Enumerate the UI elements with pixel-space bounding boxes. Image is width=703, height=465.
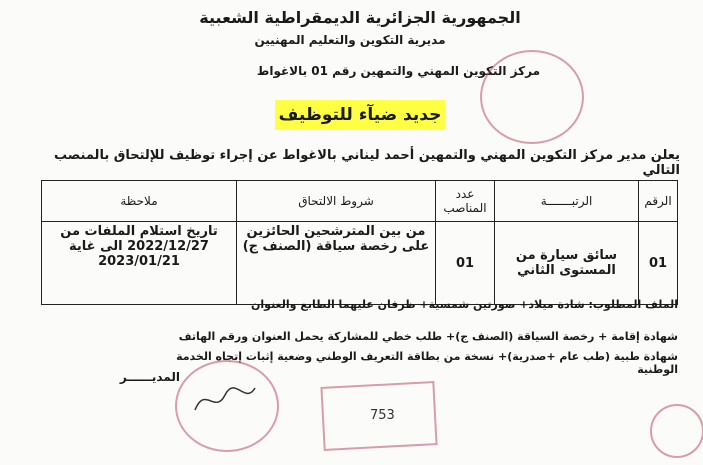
cell-rank: سائق سيارة من المستوى الثاني xyxy=(495,222,639,305)
header-conditions: شروط الالتحاق xyxy=(237,181,436,222)
header-rank: الرتبـــــــة xyxy=(495,181,639,222)
cell-notes: تاريخ استلام الملفات من 2022/12/27 الى غاية 2023/01/21 xyxy=(42,222,237,305)
director-label: المديــــــر xyxy=(119,370,180,384)
announcement-intro: يعلن مدير مركز التكوين المهني والتمهين أحمد ليناني بالاغواط عن إجراء توظيف للإلتحاق بالمنصب التالي xyxy=(53,148,680,178)
table-row xyxy=(42,222,678,305)
header-num: الرقم xyxy=(639,181,678,222)
header-center: مركز التكوين المهني والتمهين رقم 01 بالاغواط xyxy=(256,64,540,78)
required-files-line1: الملف المطلوب: شادة ميلاد+ صورتين شمسية+ ظرفان عليهما الطابع والعنوان xyxy=(251,298,678,311)
cell-count: 01 xyxy=(436,222,495,305)
positions-table xyxy=(41,180,678,305)
partial-stamp xyxy=(650,404,703,458)
header-directorate: مديرية التكوين والتعليم المهنيين xyxy=(254,33,446,47)
required-files-line3: شهادة طبية (طب عام +صدرية)+ نسخة من بطاقة التعريف الوطني وضعية إثبات إتجاه الخدمة الوطنية xyxy=(176,350,678,376)
header-republic: الجمهورية الجزائرية الديمقراطية الشعبية xyxy=(199,8,521,27)
highlight-banner: جديد ضيآء للتوظيف xyxy=(275,100,445,130)
header-count: عدد المناصب xyxy=(436,181,495,222)
cell-conditions: من بين المترشحين الحائزين على رخصة سياقة (الصنف ج) xyxy=(237,222,436,305)
cell-num: 01 xyxy=(639,222,678,305)
stamp-number: 753 xyxy=(370,408,395,423)
required-files-line2: شهادة إقامة + رخصة السياقة (الصنف ج)+ طلب خطي للمشاركة يحمل العنوان ورقم الهاتف xyxy=(178,330,678,343)
header-notes: ملاحظة xyxy=(42,181,237,222)
table-header-row xyxy=(42,181,678,222)
official-stamp-top xyxy=(480,50,584,144)
signature-icon xyxy=(190,380,260,420)
